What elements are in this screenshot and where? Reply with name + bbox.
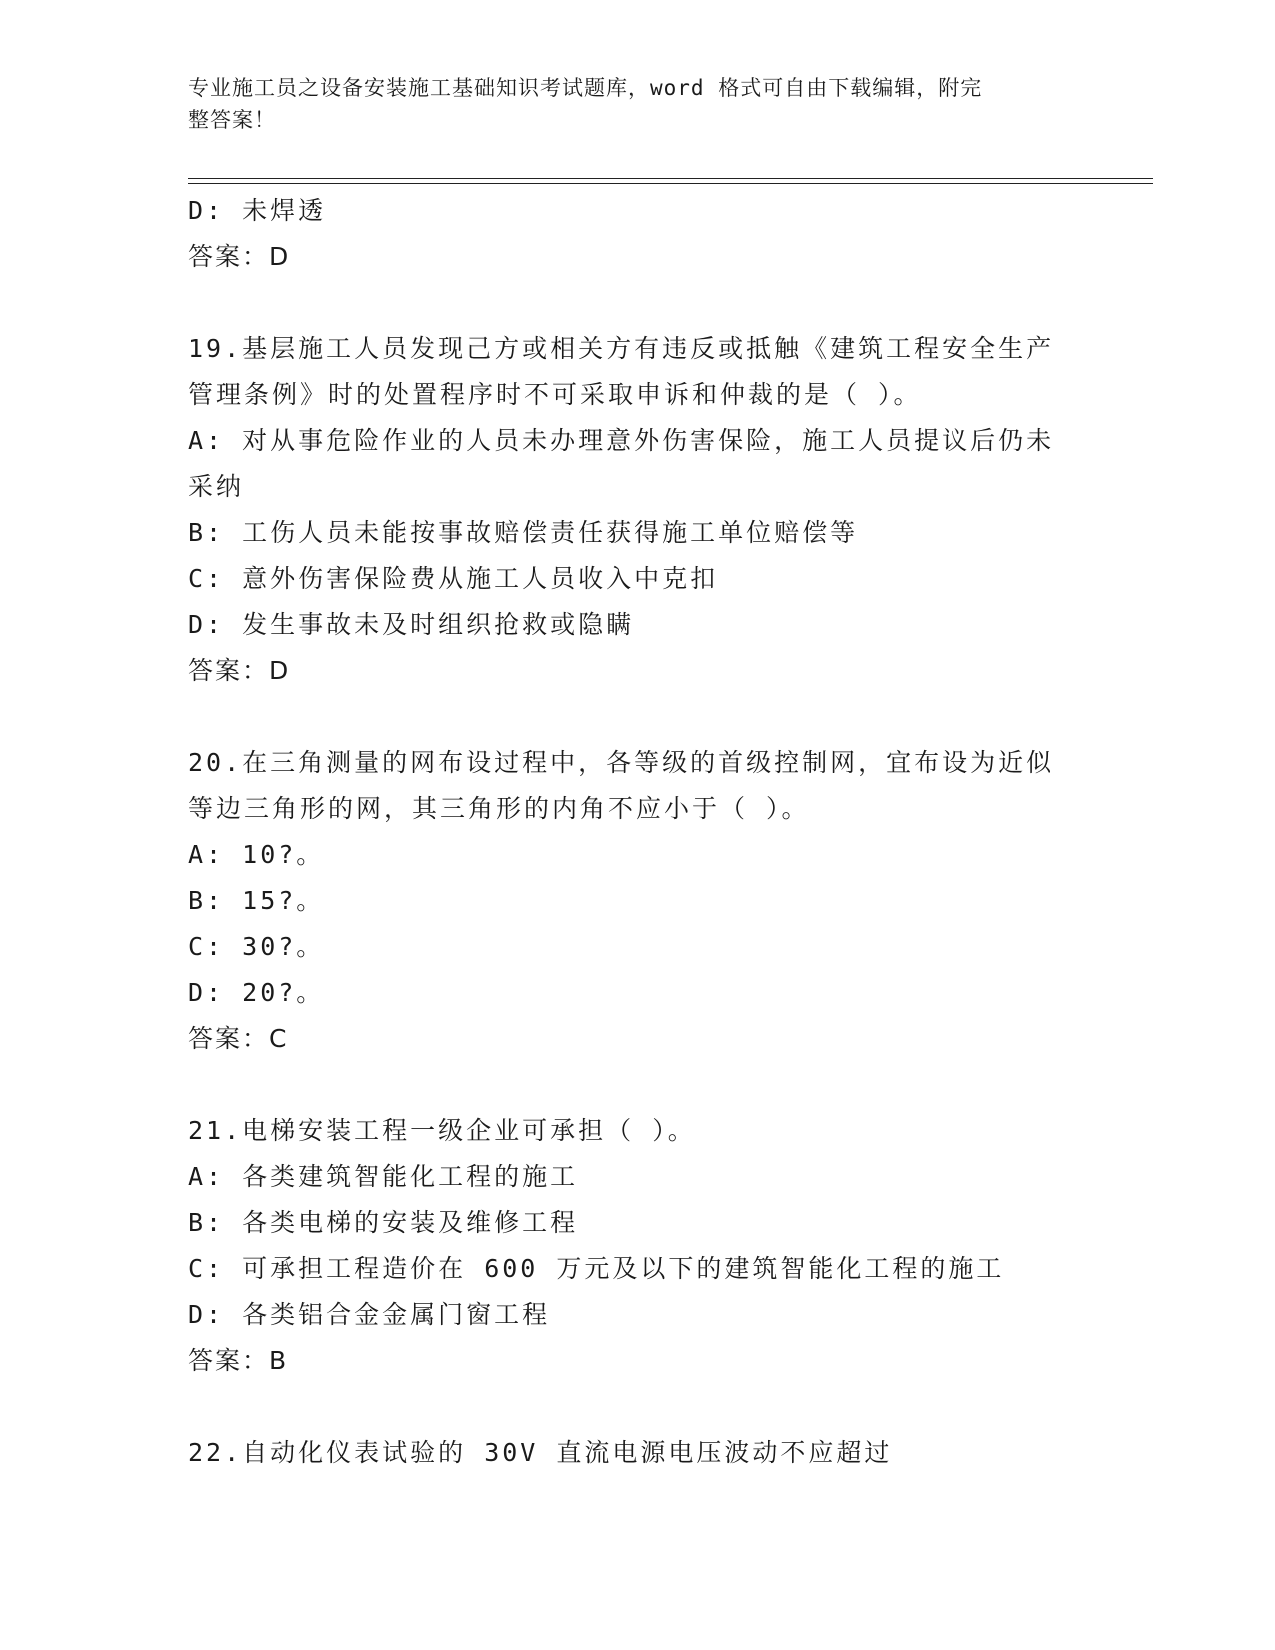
option-a: A: 10?。 [188, 840, 325, 869]
option-a-cont: 采纳 [188, 472, 245, 501]
header-rule-bottom [188, 183, 1153, 184]
option-d: D: 20?。 [188, 978, 325, 1007]
option-d: D: 发生事故未及时组织抢救或隐瞒 [188, 610, 635, 639]
option-d: D: 未焊透 [188, 196, 327, 225]
option-d: D: 各类铝合金金属门窗工程 [188, 1300, 551, 1329]
answer: 答案：D [188, 656, 291, 685]
header-line-2: 整答案！ [188, 108, 276, 132]
question-text: 管理条例》时的处置程序时不可采取申诉和仲裁的是（ ）。 [188, 380, 922, 409]
option-b: B: 各类电梯的安装及维修工程 [188, 1208, 579, 1237]
option-c: C: 可承担工程造价在 600 万元及以下的建筑智能化工程的施工 [188, 1254, 1005, 1283]
question-19 [188, 326, 1088, 694]
question-text: 21.电梯安装工程一级企业可承担（ ）。 [188, 1116, 696, 1145]
previous-question-tail [188, 188, 1088, 280]
answer: 答案：B [188, 1346, 289, 1375]
answer: 答案：C [188, 1024, 289, 1053]
option-c: C: 30?。 [188, 932, 325, 961]
option-c: C: 意外伤害保险费从施工人员收入中克扣 [188, 564, 719, 593]
answer: 答案：D [188, 242, 291, 271]
option-b: B: 工伤人员未能按事故赔偿责任获得施工单位赔偿等 [188, 518, 859, 547]
question-22 [188, 1430, 1088, 1476]
spacer [188, 1384, 1088, 1430]
question-21 [188, 1108, 1088, 1384]
option-b: B: 15?。 [188, 886, 325, 915]
document-body [188, 188, 1088, 1476]
header-rule-top [188, 178, 1153, 179]
question-text: 等边三角形的网，其三角形的内角不应小于（ ）。 [188, 794, 810, 823]
question-text: 19.基层施工人员发现己方或相关方有违反或抵触《建筑工程安全生产 [188, 334, 1055, 363]
spacer [188, 694, 1088, 740]
document-header [188, 72, 1068, 136]
spacer [188, 1062, 1088, 1108]
spacer [188, 280, 1088, 326]
question-text: 22.自动化仪表试验的 30V 直流电源电压波动不应超过 [188, 1438, 893, 1467]
question-text: 20.在三角测量的网布设过程中，各等级的首级控制网，宜布设为近似 [188, 748, 1055, 777]
option-a: A: 对从事危险作业的人员未办理意外伤害保险，施工人员提议后仍未 [188, 426, 1055, 455]
header-line-1: 专业施工员之设备安装施工基础知识考试题库，word 格式可自由下载编辑，附完 [188, 76, 983, 100]
option-a: A: 各类建筑智能化工程的施工 [188, 1162, 579, 1191]
question-20 [188, 740, 1088, 1062]
